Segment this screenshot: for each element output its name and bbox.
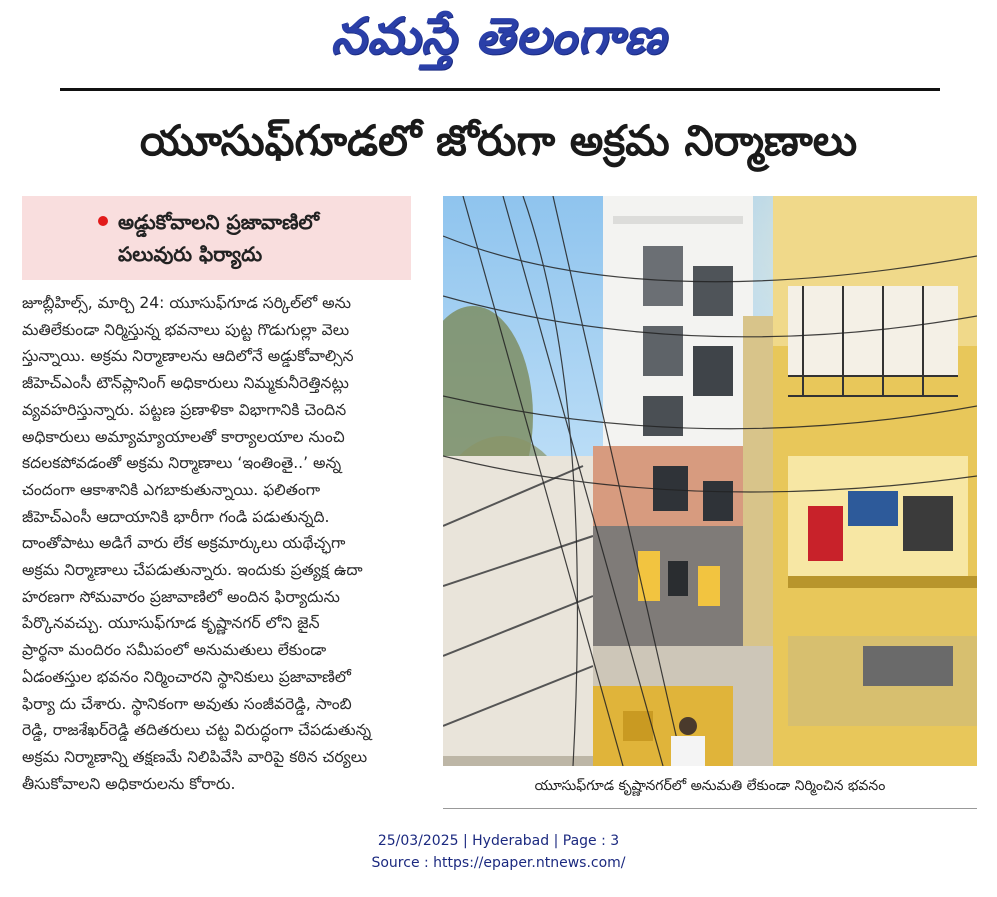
building-photo-illustration bbox=[443, 196, 977, 766]
subheadline-line-1: అడ్డుకోవాలని ప్రజావాణిలో bbox=[118, 210, 320, 234]
subheadline-line-2: పలువురు ఫిర్యాదు bbox=[118, 242, 263, 266]
article-line: అక్రమ నిర్మాణాలు చేపడుతున్నారు. ఇందుకు ప్రత్యక్ష ఉదా bbox=[22, 561, 363, 580]
footer-source-link[interactable]: Source : https://epaper.ntnews.com/ bbox=[371, 855, 626, 871]
article-line: మతిలేకుండా నిర్మిస్తున్న భవనాలు పుట్ట గొడుగుల్లా వెలు bbox=[22, 320, 350, 339]
masthead-title: నమస్తే తెలంగాణ bbox=[330, 6, 667, 65]
photo-caption bbox=[443, 766, 977, 809]
article-line: అధికారులు అమ్యామ్యాయాలతో కార్యాలయాల నుంచి bbox=[22, 427, 345, 446]
headline bbox=[20, 108, 977, 184]
article-line: వ్యవహరిస్తున్నారు. పట్టణ ప్రణాళికా విభాగానికి చెందిన bbox=[22, 400, 347, 419]
article-line: ఫిర్యా దు చేశారు. స్థానికంగా అవుతు సంజీవరెడ్డి, సాంబి bbox=[22, 694, 352, 713]
article-line: ప్రార్థనా మందిరం సమీపంలో అనుమతులు లేకుండా bbox=[22, 641, 327, 660]
article-line: రెడ్డి, రాజశేఖర్‌రెడ్డి తదితరులు చట్ట విరుద్ధంగా చేపడుతున్న bbox=[22, 721, 372, 740]
article-line: హరణగా సోమవారం ప్రజావాణిలో అందిన ఫిర్యాదును bbox=[22, 587, 340, 606]
article-line: తీసుకోవాలని అధికారులను కోరారు. bbox=[22, 774, 236, 793]
headline-text: యూసుఫ్‌గూడలో జోరుగా అక్రమ నిర్మాణాలు bbox=[139, 116, 858, 165]
article-line: దాంతోపాటు అడిగే వారు లేక అక్రమార్కులు యథేచ్ఛగా bbox=[22, 534, 346, 553]
article-line: ఏడంతస్తుల భవనం నిర్మించారని స్థానికులు ప్రజావాణిలో bbox=[22, 667, 351, 686]
article-line: జీహెచ్ఎంసీ టౌన్‌ప్లానింగ్ అధికారులు నిమ్మకునీరెత్తినట్లు bbox=[22, 374, 349, 393]
article-body bbox=[22, 290, 432, 830]
building-photo bbox=[443, 196, 977, 766]
article-line: కదలకపోవడంతో అక్రమ నిర్మాణాలు ‘ఇంతింతై..’ అన్న bbox=[22, 454, 342, 473]
article-line: జీహెచ్ఎంసీ ఆదాయానికి భారీగా గండి పడుతున్నది. bbox=[22, 507, 330, 526]
photo-caption-text: యూసుఫ్‌గూడ కృష్ణానగర్‌లో అనుమతి లేకుండా నిర్మించిన భవనం bbox=[534, 777, 886, 794]
masthead-divider bbox=[60, 88, 940, 91]
article-line: స్తున్నాయి. అక్రమ నిర్మాణాలను ఆదిలోనే అడ్డుకోవాల్సిన bbox=[22, 347, 354, 366]
bullet-icon bbox=[98, 216, 108, 226]
footer-date-page: 25/03/2025 | Hyderabad | Page : 3 bbox=[377, 833, 620, 849]
subheadline-box bbox=[22, 196, 411, 280]
article-line: జూబ్లీహిల్స్, మార్చి 24: యూసుఫ్‌గూడ సర్కిల్‌లో అను bbox=[22, 294, 351, 312]
page-footer bbox=[0, 830, 997, 874]
masthead-logo bbox=[0, 8, 997, 76]
article-line: చందంగా ఆకాశానికి ఎగబాకుతున్నాయి. ఫలితంగా bbox=[22, 480, 321, 499]
article-line: పేర్కొనవచ్చు. యూసుఫ్‌గూడ కృష్ణానగర్ లోని జైన్ bbox=[22, 614, 320, 633]
article-line: అక్రమ నిర్మాణాన్ని తక్షణమే నిలిపివేసి వారిపై కఠిన చర్యలు bbox=[22, 747, 368, 766]
